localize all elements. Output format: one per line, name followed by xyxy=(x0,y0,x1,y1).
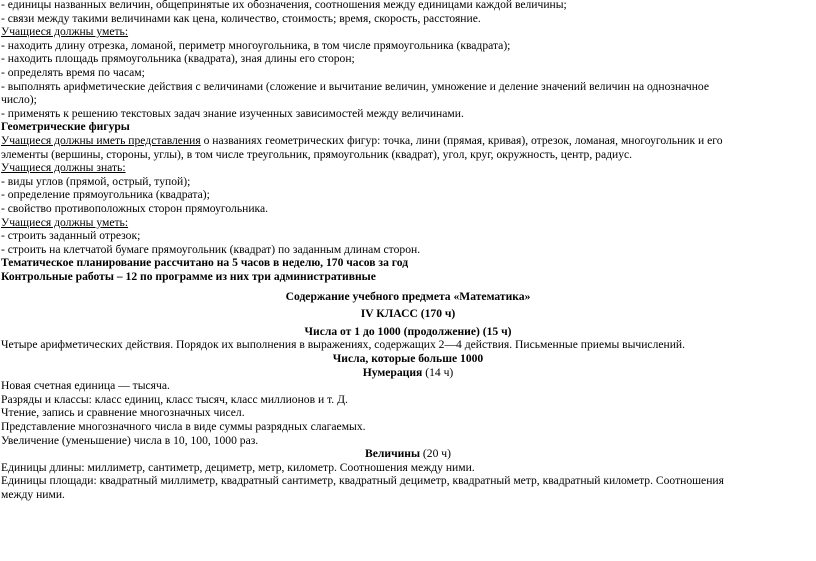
text-line xyxy=(1,134,723,148)
subheading-concepts: Учащиеся должны иметь представления xyxy=(1,134,201,147)
text-line: - виды углов (прямой, острый, тупой); xyxy=(1,174,191,188)
subtopic-heading xyxy=(0,366,816,380)
subheading-knowledge: Учащиеся должны знать: xyxy=(1,161,126,175)
subtopic-title: Нумерация xyxy=(362,365,423,379)
subheading-skills: Учащиеся должны уметь: xyxy=(1,215,129,229)
text-line: Четыре арифметических действия. Порядок их выполнения в выражениях, содержащих 2—4 действия. Письменные приемы вычислений. xyxy=(1,338,686,352)
text-line: Единицы длины: миллиметр, сантиметр, дециметр, метр, километр. Соотношения между ними. xyxy=(1,460,475,474)
topic-heading: Числа, которые больше 1000 xyxy=(332,352,484,365)
text-line: - применять к решению текстовых задач знание изученных зависимостей между величинами. xyxy=(1,106,464,120)
text-line: - находить площадь прямоугольника (квадрата), зная длины его сторон; xyxy=(1,52,355,66)
planning-note: Тематическое планирование рассчитано на 5 часов в неделю, 170 часов за год xyxy=(1,256,409,270)
subtopic-heading xyxy=(0,447,816,461)
text-line: - свойство противоположных сторон прямоугольника. xyxy=(1,202,269,215)
text-line: Разряды и классы: класс единиц, класс тысяч, класс миллионов и т. Д. xyxy=(1,392,348,406)
subtopic-title: Величины xyxy=(365,447,421,461)
text-line: между ними. xyxy=(1,488,65,501)
grade-heading: IV КЛАСС (170 ч) xyxy=(360,307,456,321)
tests-note: Контрольные работы – 12 по программе из них три административные xyxy=(1,270,376,283)
text-line: Представление многозначного числа в виде суммы разрядных слагаемых. xyxy=(1,420,366,433)
text-line: Новая счетная единица — тысяча. xyxy=(1,379,170,393)
subheading-skills: Учащиеся должны уметь: xyxy=(1,25,129,39)
subtopic-hours: (14 ч) xyxy=(422,365,454,379)
text-line: Чтение, запись и сравнение многозначных чисел. xyxy=(1,406,245,420)
text-line: - определение прямоугольника (квадрата); xyxy=(1,188,210,202)
text-line: число); xyxy=(1,93,37,107)
text-line: - строить на клетчатой бумаге прямоугольник (квадрат) по заданным длинам сторон. xyxy=(1,242,421,256)
text-line: Увеличение (уменьшение) числа в 10, 100, 1000 раз. xyxy=(1,433,259,447)
text-line: - связи между такими величинами как цена, количество, стоимость; время, скорость, расстояние. xyxy=(1,11,481,25)
text-line: элементы (вершины, стороны, углы), в том числе треугольник, прямоугольник (квадрат), угол, круг, окружность, центр, радиус. xyxy=(1,147,633,161)
text-line: - единицы названных величин, общепринятые их обозначения, соотношения между единицами каждой величины; xyxy=(1,0,567,11)
text-span: о названиях геометрических фигур: точка, лини (прямая, кривая), отрезок, ломаная, многоугольник и его xyxy=(200,134,723,147)
text-line: - находить длину отрезка, ломаной, периметр многоугольника, в том числе прямоугольника (квадрата); xyxy=(1,38,511,52)
text-line: - определять время по часам; xyxy=(1,66,145,79)
text-line: Единицы площади: квадратный миллиметр, квадратный сантиметр, квадратный дециметр, квадратный метр, квадратный километр. Соотношения xyxy=(1,474,724,488)
content-title: Содержание учебного предмета «Математика» xyxy=(285,289,531,303)
subtopic-hours: (20 ч) xyxy=(420,447,451,461)
topic-heading: Числа от 1 до 1000 (продолжение) (15 ч) xyxy=(304,324,512,338)
section-heading-geometry: Геометрические фигуры xyxy=(1,120,130,134)
text-line: - строить заданный отрезок; xyxy=(1,229,141,243)
text-line: - выполнять арифметические действия с величинами (сложение и вычитание величин, умножение и деление значений величин на однозначное xyxy=(1,79,709,93)
